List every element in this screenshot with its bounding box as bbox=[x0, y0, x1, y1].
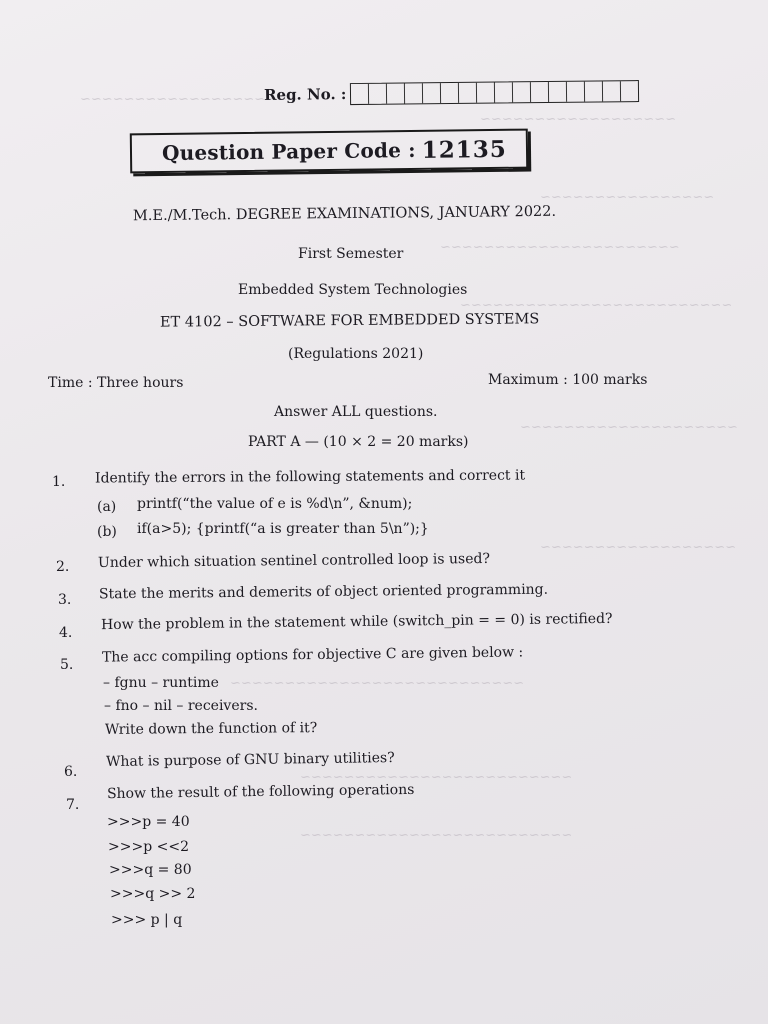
question-text: State the merits and demerits of object oriented programming. bbox=[98, 581, 549, 603]
reg-no-box bbox=[603, 81, 621, 101]
reg-no-box bbox=[423, 83, 441, 103]
reg-no-box bbox=[477, 83, 495, 103]
question-paper-code: 12135 bbox=[421, 135, 507, 164]
reg-no-box bbox=[405, 83, 423, 103]
question-number: 1. bbox=[52, 474, 66, 490]
subpart-text: printf(“the value of e is %d\n”, &num); bbox=[137, 496, 413, 512]
question-number: 5. bbox=[60, 657, 74, 673]
reg-no-box bbox=[369, 84, 387, 104]
question-number: 7. bbox=[66, 797, 80, 813]
question-text: What is purpose of GNU binary utilities? bbox=[105, 749, 395, 771]
reg-no-box bbox=[621, 81, 638, 101]
reg-no-label: Reg. No. : bbox=[263, 85, 347, 104]
reg-no-box bbox=[351, 84, 369, 104]
code-line: >>>q >> 2 bbox=[110, 886, 196, 902]
reg-no bbox=[264, 80, 640, 106]
reg-no-box bbox=[441, 83, 459, 103]
branch: Embedded System Technologies bbox=[238, 282, 468, 298]
bleed-through-text: ~~~~~~~~~~~~~~~~~~~~~~~~~~~ bbox=[230, 676, 525, 691]
question-line: – fno – nil – receivers. bbox=[104, 698, 258, 714]
question-text: The acc compiling options for objective C are given below : bbox=[101, 644, 524, 666]
bleed-through-text: ~~~~~~~~~~~~~~~~~~ bbox=[540, 540, 737, 555]
bleed-through-text: ~~~~~~~~~~~~~~~~~~~~~~ bbox=[440, 240, 680, 255]
question-text: Identify the errors in the following statements and correct it bbox=[94, 467, 526, 487]
subpart-label: (a) bbox=[97, 499, 117, 515]
reg-no-box bbox=[513, 82, 531, 102]
code-line: >>>q = 80 bbox=[109, 862, 192, 878]
question-paper-code-box bbox=[130, 129, 528, 174]
bleed-through-text: ~~~~~~~~~~~~~~~~~~~~~~~~~ bbox=[300, 828, 573, 843]
question-text: Under which situation sentinel controlled loop is used? bbox=[97, 550, 491, 572]
bleed-through-text: ~~~~~~~~~~~~~~~~~~~~~~~~~ bbox=[460, 298, 733, 313]
part-heading: PART A — (10 × 2 = 20 marks) bbox=[248, 434, 469, 450]
time-allowed: Time : Three hours bbox=[48, 375, 184, 391]
code-line: >>>p = 40 bbox=[107, 814, 190, 830]
code-line: >>> p | q bbox=[111, 912, 183, 928]
regulations: (Regulations 2021) bbox=[288, 346, 424, 362]
bleed-through-text: ~~~~~~~~~~~~~~~~~~~~ bbox=[80, 92, 298, 107]
bleed-through-text: ~~~~~~~~~~~~~~~~ bbox=[540, 190, 715, 205]
question-number: 4. bbox=[59, 625, 73, 641]
question-number: 2. bbox=[56, 559, 70, 575]
maximum-marks: Maximum : 100 marks bbox=[488, 372, 648, 388]
question-text: How the problem in the statement while (switch_pin = = 0) is rectified? bbox=[100, 610, 613, 634]
reg-no-box bbox=[459, 83, 477, 103]
bleed-through-text: ~~~~~~~~~~~~~~~~~~~~ bbox=[520, 420, 738, 435]
instruction: Answer ALL questions. bbox=[274, 404, 438, 420]
bleed-through-text: ~~~~~~~~~~~~~~~~~~~~~~~~~ bbox=[300, 770, 573, 785]
question-line: – fgnu – runtime bbox=[103, 675, 219, 691]
semester: First Semester bbox=[298, 246, 404, 262]
reg-no-boxes bbox=[350, 80, 639, 105]
question-paper-code-label: Question Paper Code : bbox=[161, 137, 416, 166]
reg-no-box bbox=[531, 82, 549, 102]
degree-title: M.E./M.Tech. DEGREE EXAMINATIONS, JANUARY 2022. bbox=[132, 203, 557, 225]
question-line: Write down the function of it? bbox=[104, 720, 318, 738]
reg-no-box bbox=[567, 82, 585, 102]
reg-no-box bbox=[585, 81, 603, 101]
reg-no-box bbox=[495, 82, 513, 102]
subpart-label: (b) bbox=[97, 524, 117, 540]
question-text: Show the result of the following operations bbox=[106, 781, 415, 803]
code-line: >>>p <<2 bbox=[108, 839, 189, 855]
question-number: 3. bbox=[58, 592, 72, 608]
question-number: 6. bbox=[64, 764, 78, 780]
bleed-through-text: ~~~~~~~~~~~~~~~~~~ bbox=[480, 112, 677, 127]
reg-no-box bbox=[387, 83, 405, 103]
course-title: ET 4102 – SOFTWARE FOR EMBEDDED SYSTEMS bbox=[159, 311, 540, 331]
subpart-text: if(a>5); {printf(“a is greater than 5\n”);} bbox=[137, 521, 429, 537]
reg-no-box bbox=[549, 82, 567, 102]
